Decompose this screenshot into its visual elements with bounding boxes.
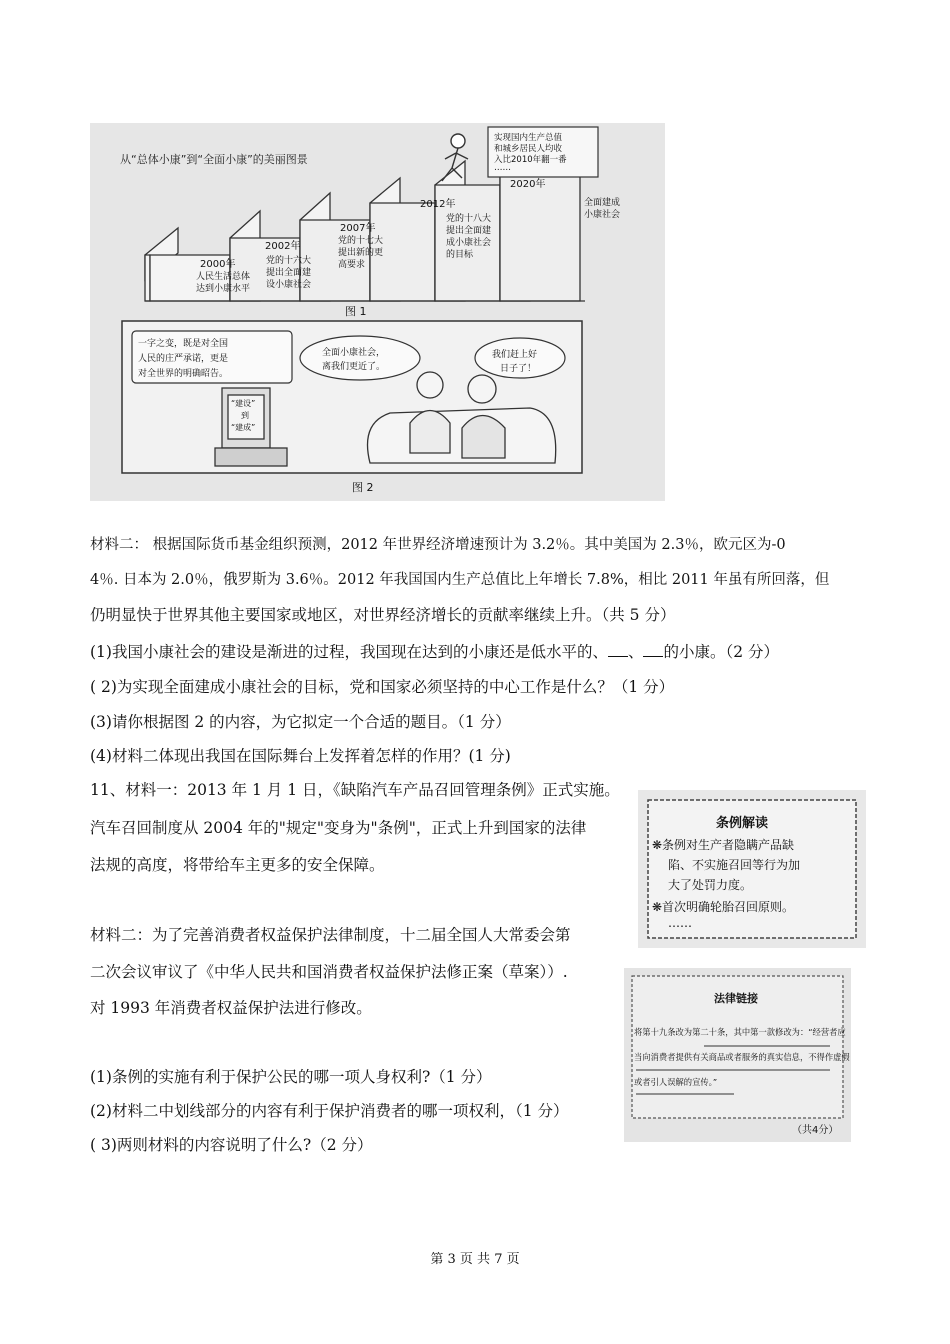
box1-title: 条例解读	[716, 816, 769, 831]
question-10-1-text-b: 的小康。（2 分）	[663, 643, 780, 661]
tv-bubble-line-3: 对全世界的明确昭告。	[138, 369, 229, 379]
question-10-3: (3)请你根据图 2 的内容，为它拟定一个合适的题目。（1 分）	[90, 713, 511, 731]
box1-line-4: ❋首次明确轮胎召回原则。	[652, 900, 795, 914]
q11-material2-line-2: 二次会议审议了《中华人民共和国消费者权益保护法修正案（草案））.	[90, 963, 568, 981]
answer-blank-2[interactable]	[643, 642, 663, 657]
material2-line-3: 仍明显快于世界其他主要国家或地区，对世界经济增长的贡献率继续上升。（共 5 分）	[90, 606, 676, 624]
goal-bubble-line-4: ……	[494, 163, 511, 173]
box2-line-2: 当向消费者提供有关商品或者服务的真实信息，不得作虚假	[634, 1052, 850, 1062]
woman-bubble-shape	[300, 336, 420, 380]
q11-material2-line-1: 材料二：为了完善消费者权益保护法律制度，十二届全国人大常委会第	[90, 926, 571, 944]
step-2000-year: 2000年	[200, 259, 236, 270]
tv-screen-line-2: 到	[241, 411, 249, 420]
figure-svg	[90, 123, 665, 501]
figure-composite	[90, 123, 665, 501]
goal-bubble-line-2: 和城乡居民人均收	[494, 144, 563, 154]
q11-question-2: (2)材料二中划线部分的内容有利于保护消费者的哪一项权利，（1 分）	[90, 1102, 569, 1120]
material2-line-1: 材料二： 根据国际货币基金组织预测，2012 年世界经济增速预计为 3.2％。其中美国为 2.3％，欧元区为-0	[90, 537, 786, 553]
answer-blank-1[interactable]	[608, 642, 628, 657]
law-link-box	[624, 968, 851, 1142]
box2-line-3: 或者引人误解的宣传。”	[634, 1077, 718, 1087]
question-10-1-sep: 、	[627, 643, 644, 661]
step-2007-year: 2007年	[340, 223, 376, 234]
step-2020-text-1: 全面建成	[584, 198, 621, 208]
question-10-4: (4)材料二体现出我国在国际舞台上发挥着怎样的作用？(1 分)	[90, 747, 511, 765]
q11-question-1: (1)条例的实施有利于保护公民的哪一项人身权利?（1 分）	[90, 1068, 492, 1086]
regulation-interpretation-box	[638, 790, 866, 948]
step-2020-text-2: 小康社会	[584, 210, 621, 220]
q11-material1-line-3: 法规的高度，将带给车主更多的安全保障。	[90, 856, 385, 874]
step-2012-text-3: 成小康社会	[446, 238, 492, 248]
fig1-caption: 图 1	[345, 305, 367, 318]
step-2002-text-2: 提出全面建	[266, 268, 312, 278]
q11-material2-line-3: 对 1993 年消费者权益保护法进行修改。	[90, 999, 372, 1017]
q11-material1-line-1: 11、材料一：2013 年 1 月 1 日，《缺陷汽车产品召回管理条例》正式实施。	[90, 781, 620, 799]
step-2002-text-1: 党的十六大	[266, 256, 312, 266]
figure-title: 从“总体小康”到“全面小康”的美丽图景	[120, 153, 308, 166]
page-footer: 第 3 页 共 7 页	[430, 1252, 520, 1267]
box2-score: （共4分）	[792, 1125, 839, 1136]
q11-question-3: ( 3)两则材料的内容说明了什么?（2 分）	[90, 1136, 373, 1154]
box1-line-5: ……	[668, 916, 692, 930]
step-2002-year: 2002年	[265, 241, 301, 252]
box1-line-2: 陷、不实施召回等行为加	[668, 858, 801, 872]
box2-title: 法律链接	[714, 992, 758, 1005]
step-2000-text-1: 人民生活总体	[196, 272, 251, 282]
fig2-caption: 图 2	[352, 481, 374, 494]
box1-line-3: 大了处罚力度。	[668, 878, 753, 892]
q11-material1-line-2: 汽车召回制度从 2004 年的"规定"变身为"条例"，正式上升到国家的法律	[90, 819, 587, 837]
woman-bubble-line-2: 离我们更近了。	[322, 362, 386, 372]
step-2007-text-1: 党的十七大	[338, 236, 384, 246]
woman-bubble-line-1: 全面小康社会，	[322, 348, 386, 358]
tv-bubble-line-1: 一字之变，既是对全国	[138, 339, 229, 349]
step-2007-text-3: 高要求	[338, 260, 366, 270]
step-2012-year: 2012年	[420, 199, 456, 210]
goal-bubble-line-3: 入比2010年翻一番	[494, 155, 567, 165]
goal-bubble-line-1: 实现国内生产总值	[494, 133, 563, 143]
step-2002-text-3: 设小康社会	[266, 280, 312, 290]
step-2020-year: 2020年	[510, 179, 546, 190]
question-10-1-text-a: (1)我国小康社会的建设是渐进的过程，我国现在达到的小康还是低水平的、	[90, 643, 608, 661]
step-2012-text-2: 提出全面建	[446, 226, 492, 236]
man-bubble-line-1: 我们赶上好	[492, 350, 538, 360]
step-2000-text-2: 达到小康水平	[196, 284, 251, 294]
box1-line-1: ❋条例对生产者隐瞒产品缺	[652, 838, 795, 852]
box2-line-1: 将第十九条改为第二十条，其中第一款修改为：“经营者应	[634, 1027, 846, 1037]
tv-bubble-line-2: 人民的庄严承诺，更是	[138, 354, 229, 364]
man-bubble-line-2: 日子了！	[500, 364, 537, 374]
material2-line-2: 4％. 日本为 2.0％，俄罗斯为 3.6％。2012 年我国国内生产总值比上年增长 7.8%，相比 2011 年虽有所回落，但	[90, 572, 830, 588]
question-10-2: ( 2)为实现全面建成小康社会的目标，党和国家必须坚持的中心工作是什么？（1 分）	[90, 678, 675, 696]
step-2007-text-2: 提出新的更	[338, 248, 384, 258]
step-2012-text-4: 的目标	[446, 250, 474, 260]
tv-screen-line-3: “建成”	[231, 423, 256, 432]
step-2012-text-1: 党的十八大	[446, 214, 492, 224]
question-10-1	[90, 642, 779, 662]
tv-screen-line-1: “建设”	[231, 399, 256, 408]
